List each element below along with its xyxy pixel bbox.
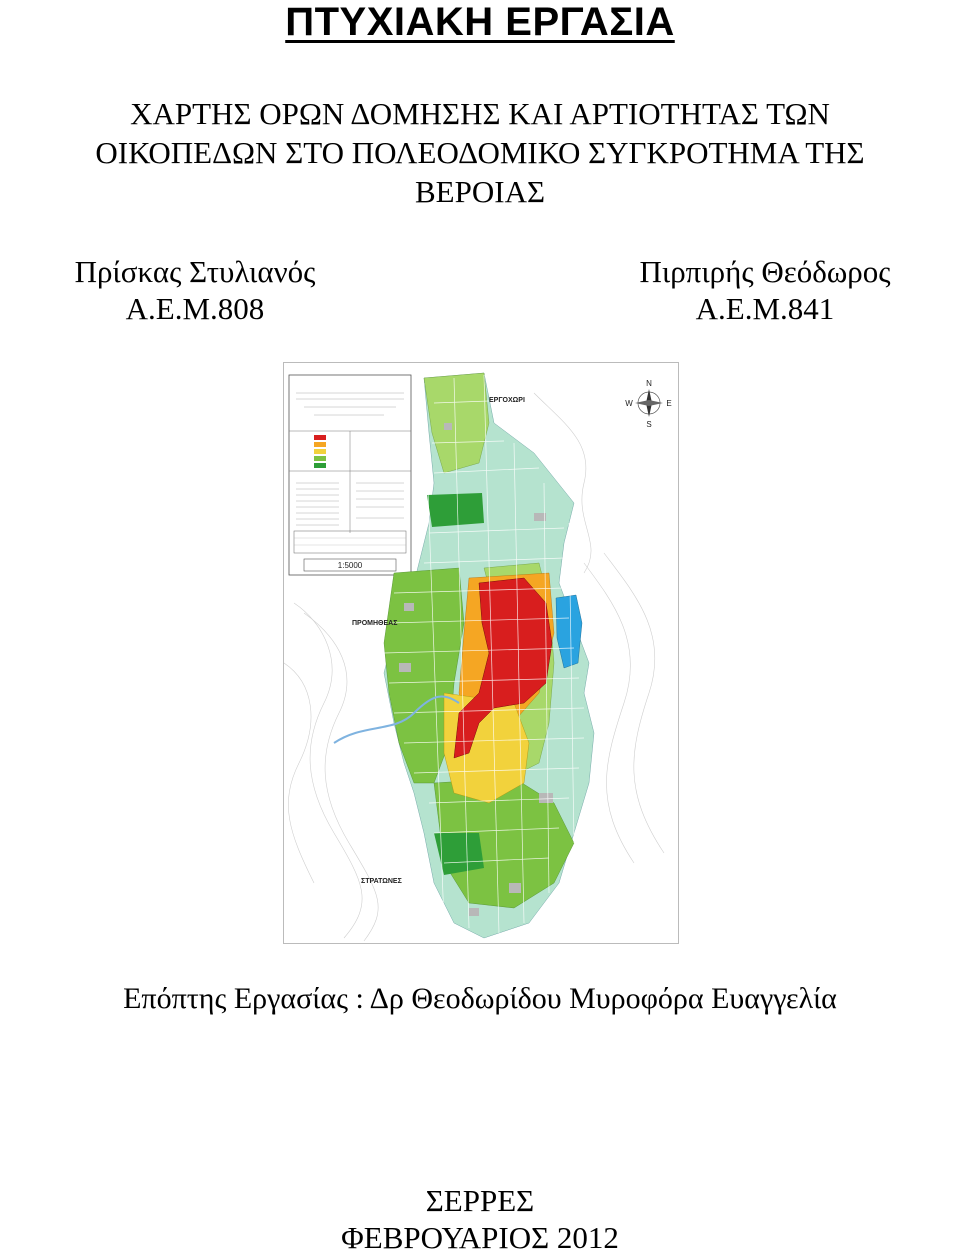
page-title: ΠΤΥΧΙΑΚΗ ΕΡΓΑΣΙΑ [285, 0, 675, 44]
compass-rose-icon [625, 379, 671, 429]
zoning-map [283, 362, 679, 944]
supervisor-line: Επόπτης Εργασίας : Δρ Θεοδωρίδου Μυροφόρα Ευαγγελία [123, 982, 837, 1015]
compass-east: E [666, 399, 672, 408]
subtitle-line-2: ΟΙΚΟΠΕΔΩΝ ΣΤΟ ΠΟΛΕΟΔΟΜΙΚΟ ΣΥΓΚΡΟΤΗΜΑ ΤΗΣ [95, 135, 865, 170]
author-2-name: Πιρπιρής Θεόδωρος [639, 254, 891, 289]
compass-north: N [646, 379, 652, 388]
submission-date: ΦΕΒΡΟΥΑΡΙΟΣ 2012 [341, 1220, 619, 1255]
author-1 [30, 253, 360, 327]
city-name: ΣΕΡΡΕΣ [425, 1183, 535, 1218]
map-legend [289, 375, 411, 575]
author-2-aem: Α.Ε.Μ.841 [695, 291, 835, 326]
compass-south: S [646, 420, 652, 429]
author-1-name: Πρίσκας Στυλιανός [74, 254, 316, 289]
label-promitheas: ΠΡΟΜΗΘΕΑΣ [352, 620, 398, 627]
thesis-subtitle [0, 94, 960, 211]
label-ergochori: ΕΡΓΟΧΩΡΙ [489, 397, 525, 404]
subtitle-line-3: ΒΕΡΟΙΑΣ [415, 174, 545, 209]
author-2 [590, 253, 940, 327]
label-stratones: ΣΤΡΑΤΩΝΕΣ [361, 878, 402, 885]
compass-west: W [625, 399, 633, 408]
zoning-map-svg [284, 363, 678, 943]
map-scale-label: 1:5000 [337, 561, 363, 570]
subtitle-line-1: ΧΑΡΤΗΣ ΟΡΩΝ ΔΟΜΗΣΗΣ ΚΑΙ ΑΡΤΙΟΤΗΤΑΣ ΤΩΝ [130, 96, 830, 131]
author-1-aem: Α.Ε.Μ.808 [125, 291, 265, 326]
park-north [427, 493, 484, 527]
